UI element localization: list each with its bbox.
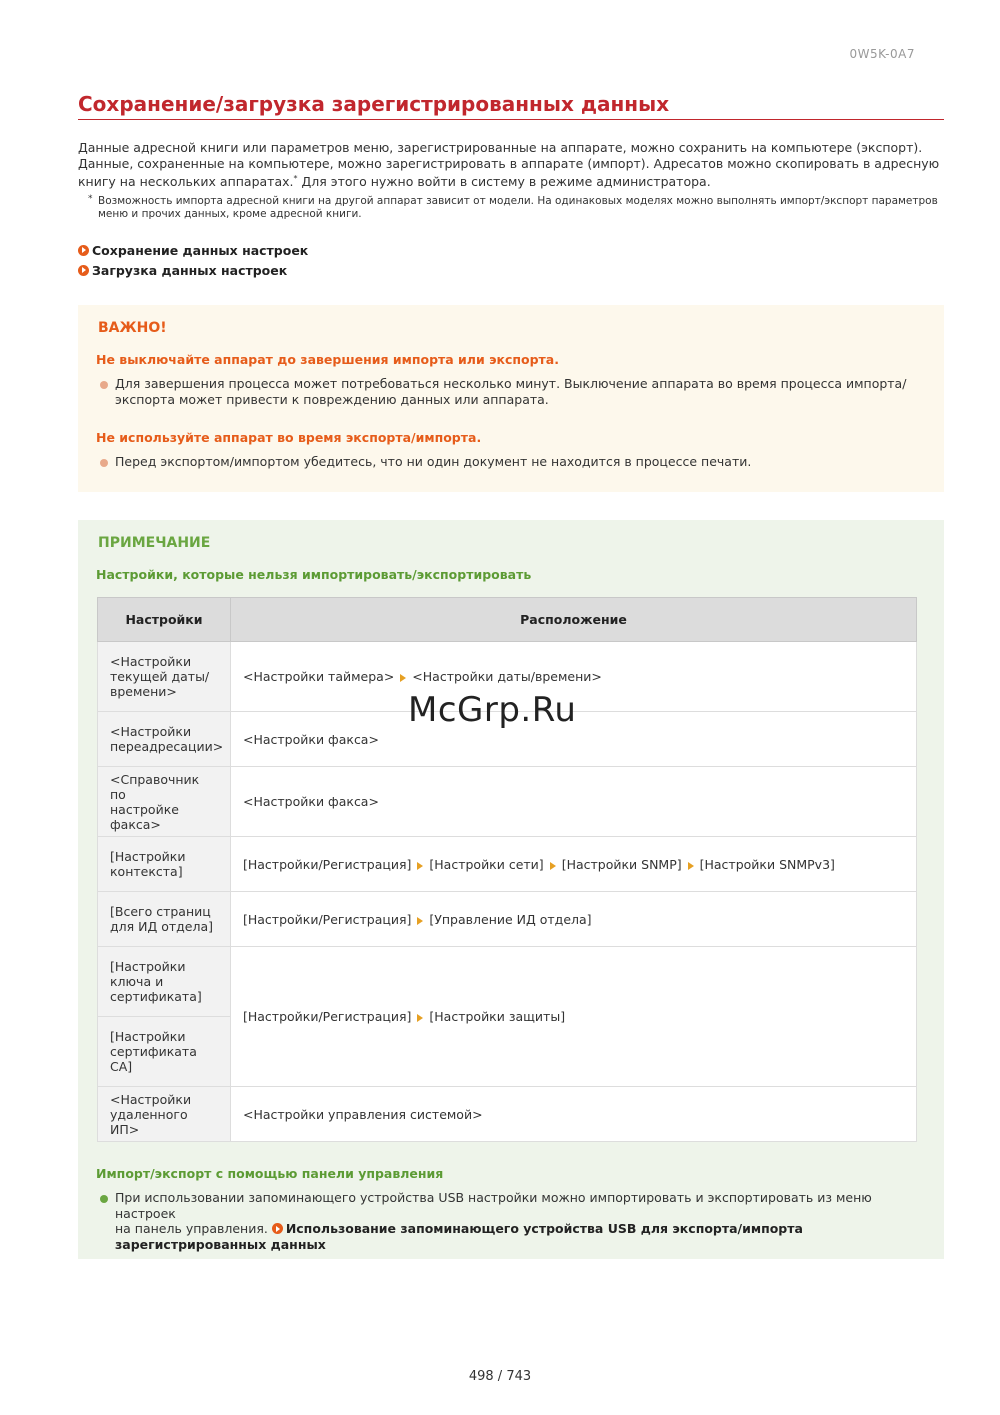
bullet-dot-icon: [100, 459, 108, 467]
setting-name-line: <Настройки: [110, 1091, 192, 1107]
footnote-reference: *: [293, 174, 298, 183]
path-segment: <Настройки факса>: [243, 731, 379, 747]
table-row: [98, 837, 917, 892]
path-segment: [Настройки SNMPv3]: [699, 856, 835, 872]
important-bullet-1: [100, 376, 915, 407]
path-segment: [Настройки/Регистрация]: [243, 1009, 412, 1024]
column-header-settings: Настройки: [98, 598, 231, 642]
bullet-dot-icon: [100, 1195, 108, 1203]
setting-name: [98, 837, 231, 892]
setting-name-line: <Настройки: [110, 724, 192, 739]
intro-line-1: Данные адресной книги или параметров меню, зарегистрированные на аппарате, можно сохранить на компьютере (экспорт).: [78, 140, 923, 155]
important-bullet-2: [100, 454, 915, 470]
setting-name-line: [Настройки: [110, 849, 186, 864]
path-arrow-icon: [688, 862, 694, 870]
path-segment: <Настройки управления системой>: [243, 1106, 483, 1122]
setting-name-line: времени>: [110, 684, 177, 699]
important-title: ВАЖНО!: [98, 320, 167, 336]
path-arrow-icon: [400, 674, 406, 682]
table-row: [98, 1087, 917, 1142]
link-load-settings-label: Загрузка данных настроек: [92, 262, 288, 278]
setting-name: [98, 892, 231, 947]
path-segment: [Настройки/Регистрация]: [243, 911, 412, 927]
setting-name-line: сертификата]: [110, 989, 202, 1004]
path-segment: [Настройки сети]: [429, 856, 544, 872]
settings-table: [97, 597, 917, 1142]
path-arrow-icon: [417, 862, 423, 870]
footnote: [88, 195, 944, 221]
link-save-settings[interactable]: [78, 240, 308, 260]
path-segment: <Настройки таймера>: [243, 669, 395, 684]
setting-name-line: <Настройки: [110, 654, 192, 669]
important-box: [78, 305, 944, 492]
intro-line-2: Данные, сохраненные на компьютере, можно зарегистрировать в аппарате (импорт). Адресатов можно скопировать в адресную: [78, 155, 940, 171]
setting-name-line: настройке: [110, 801, 179, 817]
setting-name: [98, 1087, 231, 1142]
note-title: ПРИМЕЧАНИЕ: [98, 535, 211, 551]
intro-paragraph: [78, 140, 944, 190]
setting-name-line: ключа и: [110, 974, 164, 989]
page-number: 498 / 743: [468, 1369, 532, 1384]
setting-name-line: для ИД отдела]: [110, 919, 214, 934]
path-segment: [Настройки SNMP]: [561, 856, 682, 872]
intro-line-3: [78, 171, 944, 190]
bullet-dot-icon: [100, 381, 108, 389]
path-segment: <Настройки факса>: [243, 794, 379, 809]
path-segment: [Настройки защиты]: [429, 1009, 566, 1024]
setting-name: [98, 712, 231, 767]
setting-name: [98, 1017, 231, 1087]
setting-name-line: [Всего страниц: [110, 904, 211, 919]
footnote-line-2: меню и прочих данных, кроме адресной книги.: [98, 208, 362, 220]
arrow-circle-icon: [78, 245, 89, 256]
path-arrow-icon: [550, 862, 556, 870]
usb-export-import-link-cont[interactable]: зарегистрированных данных: [115, 1236, 326, 1252]
important-heading-1: Не выключайте аппарат до завершения импорта или экспорта.: [96, 352, 559, 367]
usb-bullet: [100, 1190, 935, 1252]
setting-name-line: факса>: [110, 816, 161, 832]
related-links: [78, 240, 308, 280]
column-header-location: Расположение: [231, 598, 917, 642]
setting-name: [98, 767, 231, 837]
path-segment: [Настройки/Регистрация]: [243, 856, 412, 872]
arrow-circle-icon: [272, 1223, 283, 1234]
usb-line-2-text: на панель управления.: [115, 1221, 272, 1236]
important-bullet-1-line-1: Для завершения процесса может потребоваться несколько минут. Выключение аппарата во время процесса импорта/: [115, 376, 907, 391]
intro-line-3b: Для этого нужно войти в систему в режиме администратора.: [297, 174, 711, 190]
setting-name: [98, 947, 231, 1017]
table-heading: Настройки, которые нельзя импортировать/экспортировать: [96, 567, 532, 582]
setting-location: [231, 892, 917, 947]
setting-name-line: [Настройки: [110, 959, 186, 974]
note-box: [78, 520, 944, 1259]
path-segment: <Настройки даты/времени>: [412, 669, 602, 684]
usb-export-import-link[interactable]: Использование запоминающего устройства USB для экспорта/импорта: [285, 1221, 803, 1236]
table-row: [98, 767, 917, 837]
setting-name-line: [Настройки: [110, 1029, 186, 1044]
setting-name-line: удаленного ИП>: [110, 1106, 188, 1137]
intro-line-3a: книгу на нескольких аппаратах.: [78, 174, 294, 190]
setting-location: [231, 947, 917, 1087]
setting-location: [231, 837, 917, 892]
link-load-settings[interactable]: [78, 260, 308, 280]
watermark-logo: McGrp.Ru: [408, 690, 577, 730]
path-arrow-icon: [417, 1014, 423, 1022]
setting-location: [231, 767, 917, 837]
path-arrow-icon: [417, 917, 423, 925]
setting-name-line: <Справочник по: [110, 771, 200, 802]
setting-name: [98, 642, 231, 712]
important-bullet-2-line-1: Перед экспортом/импортом убедитесь, что ни один документ не находится в процессе печати.: [115, 454, 752, 469]
arrow-circle-icon: [78, 265, 89, 276]
setting-name-line: контекста]: [110, 864, 183, 879]
setting-name-line: сертификата: [110, 1044, 197, 1059]
usb-heading: Импорт/экспорт с помощью панели управления: [96, 1166, 444, 1181]
table-header-row: [98, 598, 917, 642]
table-row: [98, 947, 917, 1017]
link-save-settings-label: Сохранение данных настроек: [92, 242, 309, 258]
setting-name-line: текущей даты/: [110, 669, 210, 684]
important-heading-2: Не используйте аппарат во время экспорта/импорта.: [96, 430, 482, 445]
footnote-mark: *: [88, 194, 93, 204]
setting-location: [231, 1087, 917, 1142]
path-segment: [Управление ИД отдела]: [429, 911, 592, 927]
table-row: [98, 892, 917, 947]
usb-line-2: [115, 1221, 935, 1237]
setting-name-line: CA]: [110, 1059, 133, 1074]
usb-line-1: При использовании запоминающего устройства USB настройки можно импортировать и экспортировать из меню настроек: [115, 1190, 872, 1221]
important-bullet-1-line-2: экспорта может привести к повреждению данных или аппарата.: [115, 391, 549, 407]
document-code: 0W5K-0A7: [849, 47, 915, 61]
footnote-line-1: Возможность импорта адресной книги на другой аппарат зависит от модели. На одинаковых моделях можно выполнять импорт/экспорт параметров: [98, 195, 938, 207]
setting-name-line: переадресации>: [110, 739, 224, 754]
page-title: Сохранение/загрузка зарегистрированных данных: [78, 92, 944, 120]
